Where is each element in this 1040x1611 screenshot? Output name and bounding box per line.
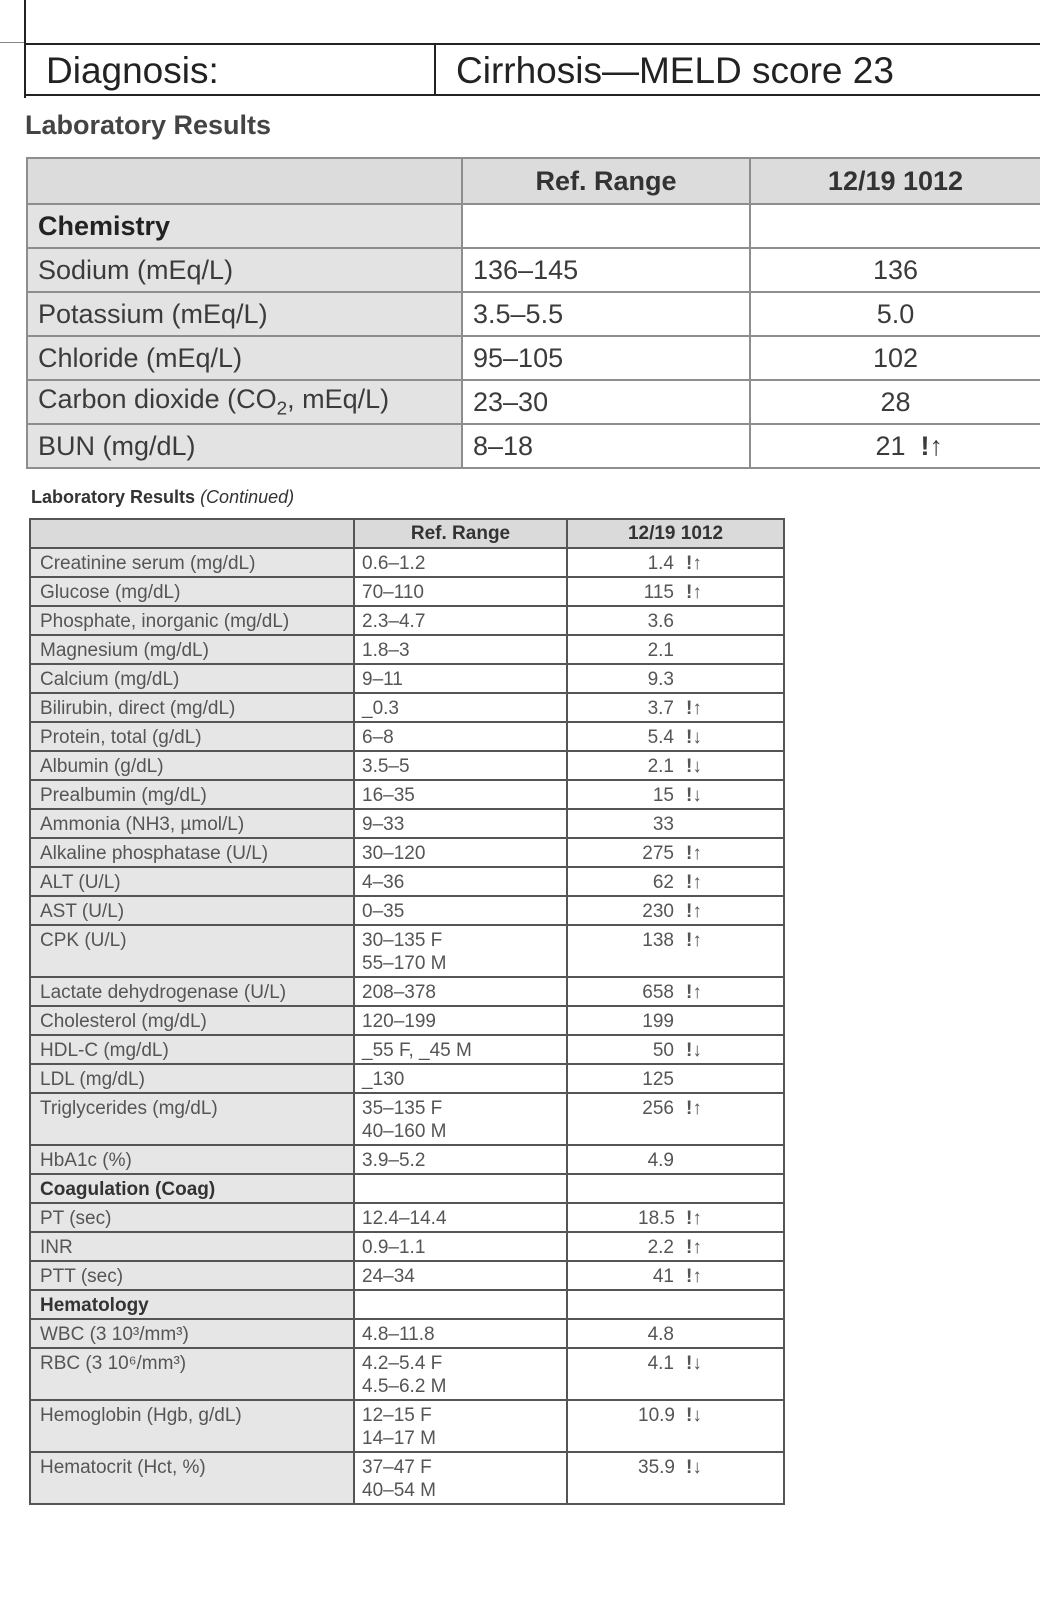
- section-label: Hematology: [30, 1290, 354, 1319]
- test-name: Potassium (mEq/L): [27, 292, 462, 336]
- ref-range: [354, 1452, 567, 1504]
- ref-range-line: 12–15 F: [362, 1405, 432, 1426]
- high-flag-icon: !↑: [686, 1208, 702, 1229]
- ref-range: [354, 693, 567, 722]
- test-name: Cholesterol (mg/dL): [30, 1006, 354, 1035]
- high-flag-icon: !↑: [686, 982, 702, 1003]
- test-name: PT (sec): [30, 1203, 354, 1232]
- test-name: Chloride (mEq/L): [27, 336, 462, 380]
- test-name: PTT (sec): [30, 1261, 354, 1290]
- ref-range-line: 0.6–1.2: [362, 553, 426, 574]
- test-name: CPK (U/L): [30, 925, 354, 977]
- high-flag-icon: !↑: [686, 582, 702, 603]
- test-name: Hemoglobin (Hgb, g/dL): [30, 1400, 354, 1452]
- ref-range-line: 70–110: [362, 582, 424, 603]
- table-row: [30, 693, 784, 722]
- result-value: 4.1: [647, 1353, 674, 1374]
- result-value: 256: [642, 1098, 674, 1119]
- test-name: Bilirubin, direct (mg/dL): [30, 693, 354, 722]
- test-name: Glucose (mg/dL): [30, 577, 354, 606]
- test-name: Ammonia (NH3, µmol/L): [30, 809, 354, 838]
- table-row: [30, 896, 784, 925]
- empty-cell: [750, 204, 1040, 248]
- result-value: 28: [880, 386, 911, 417]
- table-row: [30, 577, 784, 606]
- result-value: 4.9: [647, 1150, 674, 1171]
- test-name: HDL-C (mg/dL): [30, 1035, 354, 1064]
- diagnosis-row: [24, 43, 1040, 96]
- test-name: Prealbumin (mg/dL): [30, 780, 354, 809]
- section-row: [30, 1290, 784, 1319]
- ref-range-line: 35–135 F: [362, 1098, 443, 1119]
- ref-range-line: 4.2–5.4 F: [362, 1353, 443, 1374]
- result-value: 125: [642, 1069, 674, 1090]
- result-cell: [567, 1319, 784, 1348]
- ref-range: [354, 838, 567, 867]
- header-ref-range: Ref. Range: [354, 519, 567, 548]
- ref-range: [354, 809, 567, 838]
- result-cell: [567, 606, 784, 635]
- ref-range-line: 9–11: [362, 669, 403, 690]
- result-cell: [750, 336, 1040, 380]
- result-cell: [567, 751, 784, 780]
- ref-range-line: 4.5–6.2 M: [362, 1376, 447, 1397]
- table-row: [27, 424, 1040, 468]
- result-cell: [567, 1145, 784, 1174]
- table-row: [30, 1145, 784, 1174]
- ref-range: [354, 1006, 567, 1035]
- low-flag-icon: !↓: [686, 727, 702, 748]
- ref-range: [354, 1348, 567, 1400]
- test-name: Albumin (g/dL): [30, 751, 354, 780]
- high-flag-icon: !↑: [686, 930, 702, 951]
- result-value: 2.1: [647, 640, 674, 661]
- ref-range: [354, 606, 567, 635]
- result-value: 4.8: [647, 1324, 674, 1345]
- result-cell: [567, 693, 784, 722]
- table-row: [30, 1400, 784, 1452]
- ref-range: [354, 1035, 567, 1064]
- result-value: 115: [643, 582, 674, 603]
- test-name: Creatinine serum (mg/dL): [30, 548, 354, 577]
- result-cell: [567, 867, 784, 896]
- table-row: [30, 838, 784, 867]
- table-row: [30, 977, 784, 1006]
- test-name: Phosphate, inorganic (mg/dL): [30, 606, 354, 635]
- ref-range: [354, 722, 567, 751]
- test-name: AST (U/L): [30, 896, 354, 925]
- test-name: Magnesium (mg/dL): [30, 635, 354, 664]
- section-chemistry: Chemistry: [27, 204, 462, 248]
- ref-range-line: 40–54 M: [362, 1480, 436, 1501]
- result-cell: [567, 896, 784, 925]
- high-flag-icon: !↑: [686, 553, 702, 574]
- ref-range: [354, 1145, 567, 1174]
- ref-range-line: 1.8–3: [362, 640, 410, 661]
- ref-range-line: 30–120: [362, 843, 426, 864]
- result-value: 2.1: [647, 756, 674, 777]
- result-cell: [567, 635, 784, 664]
- diagnosis-value: Cirrhosis—MELD score 23: [456, 50, 894, 91]
- result-cell: [567, 664, 784, 693]
- test-name: WBC (3 10³/mm³): [30, 1319, 354, 1348]
- table-row: [30, 1261, 784, 1290]
- empty-cell: [354, 1290, 567, 1319]
- result-value: 3.7: [647, 698, 674, 719]
- table-header-row: [30, 519, 784, 548]
- result-cell: [567, 809, 784, 838]
- ref-range-line: 9–33: [362, 814, 405, 835]
- table-row: [27, 336, 1040, 380]
- chemistry-table: [26, 157, 1040, 469]
- ref-range: [354, 1232, 567, 1261]
- high-flag-icon: !↑: [686, 1266, 702, 1287]
- result-cell: [567, 577, 784, 606]
- result-cell: [567, 1035, 784, 1064]
- ref-range-line: 12.4–14.4: [362, 1208, 447, 1229]
- ref-range-line: 24–34: [362, 1266, 415, 1287]
- ref-range-line: 2.3–4.7: [362, 611, 426, 632]
- ref-range: [354, 896, 567, 925]
- table-header-row: [27, 158, 1040, 204]
- diagnosis-label: Diagnosis:: [46, 50, 219, 91]
- ref-range: [354, 780, 567, 809]
- empty-cell: [354, 1174, 567, 1203]
- ref-range: [354, 977, 567, 1006]
- table-row: [30, 1006, 784, 1035]
- test-name: Calcium (mg/dL): [30, 664, 354, 693]
- test-name: Alkaline phosphatase (U/L): [30, 838, 354, 867]
- page-edge-tick: [0, 42, 24, 43]
- ref-range: 95–105: [462, 336, 750, 380]
- lab-results-title: Laboratory Results: [25, 110, 272, 140]
- table-row: [30, 867, 784, 896]
- result-cell: [567, 548, 784, 577]
- low-flag-icon: !↓: [686, 785, 702, 806]
- header-blank: [27, 158, 462, 204]
- ref-range-line: 0–35: [362, 901, 405, 922]
- ref-range: [354, 1319, 567, 1348]
- lab-results-continued-table: [29, 518, 785, 1505]
- empty-cell: [567, 1174, 784, 1203]
- high-flag-icon: !↑: [686, 843, 702, 864]
- test-name: ALT (U/L): [30, 867, 354, 896]
- empty-cell: [567, 1290, 784, 1319]
- table-row: [27, 292, 1040, 336]
- ref-range: 3.5–5.5: [462, 292, 750, 336]
- result-value: 35.9: [638, 1457, 675, 1478]
- result-value: 33: [652, 814, 674, 835]
- result-value: 102: [872, 342, 919, 373]
- ref-range: 136–145: [462, 248, 750, 292]
- result-cell: [750, 292, 1040, 336]
- result-cell: [750, 248, 1040, 292]
- table-row: [27, 380, 1040, 424]
- ref-range: 8–18: [462, 424, 750, 468]
- ref-range: [354, 635, 567, 664]
- low-flag-icon: !↓: [686, 1353, 702, 1374]
- ref-range-line: 4–36: [362, 872, 405, 893]
- test-name: Protein, total (g/dL): [30, 722, 354, 751]
- ref-range-line: 3.5–5: [362, 756, 410, 777]
- table-row: [30, 1232, 784, 1261]
- table-row: [30, 780, 784, 809]
- ref-range: [354, 1064, 567, 1093]
- result-cell: [567, 1261, 784, 1290]
- result-cell: [750, 424, 1040, 468]
- test-name: BUN (mg/dL): [27, 424, 462, 468]
- ref-range-line: 0.9–1.1: [362, 1237, 426, 1258]
- diagnosis-divider: [434, 45, 436, 94]
- table-row: [30, 1064, 784, 1093]
- ref-range-line: 37–47 F: [362, 1457, 432, 1478]
- test-name: Carbon dioxide ($CO_2$, mEq/L): [27, 380, 462, 424]
- high-flag-icon: !↑: [686, 698, 702, 719]
- high-flag-icon: !↑: [920, 430, 943, 461]
- table-row: [30, 1203, 784, 1232]
- ref-range-line: 14–17 M: [362, 1428, 436, 1449]
- result-cell: [567, 1348, 784, 1400]
- test-name: HbA1c (%): [30, 1145, 354, 1174]
- ref-range-line: _0.3: [362, 698, 399, 719]
- result-value: 199: [642, 1011, 674, 1032]
- table-row: [30, 1035, 784, 1064]
- table-row: [27, 248, 1040, 292]
- result-value: 230: [642, 901, 674, 922]
- result-cell: [567, 1093, 784, 1145]
- high-flag-icon: !↑: [686, 872, 702, 893]
- ref-range-line: 40–160 M: [362, 1121, 447, 1142]
- high-flag-icon: !↑: [686, 1237, 702, 1258]
- table-row: [30, 1452, 784, 1504]
- test-name: RBC (3 10⁶/mm³): [30, 1348, 354, 1400]
- result-value: 136: [872, 254, 919, 285]
- ref-range: [354, 1203, 567, 1232]
- ref-range-line: 120–199: [362, 1011, 436, 1032]
- result-value: 138: [642, 930, 674, 951]
- ref-range-line: 3.9–5.2: [362, 1150, 426, 1171]
- low-flag-icon: !↓: [686, 1040, 702, 1061]
- result-value: 10.9: [638, 1405, 675, 1426]
- result-cell: [750, 380, 1040, 424]
- test-name: Triglycerides (mg/dL): [30, 1093, 354, 1145]
- ref-range: [354, 548, 567, 577]
- result-value: 41: [652, 1266, 674, 1287]
- table-row: [30, 925, 784, 977]
- result-value: 3.6: [647, 611, 674, 632]
- result-value: 658: [642, 982, 674, 1003]
- table-row: [30, 751, 784, 780]
- ref-range-line: _130: [362, 1069, 405, 1090]
- continued-title: Laboratory Results (Continued): [31, 487, 295, 507]
- header-blank: [30, 519, 354, 548]
- ref-range: [354, 925, 567, 977]
- ref-range: [354, 664, 567, 693]
- section-label: Coagulation (Coag): [30, 1174, 354, 1203]
- ref-range: [354, 1093, 567, 1145]
- ref-range-line: 16–35: [362, 785, 415, 806]
- result-cell: [567, 1006, 784, 1035]
- ref-range-line: 6–8: [362, 727, 394, 748]
- ref-range: [354, 1400, 567, 1452]
- ref-range-line: 55–170 M: [362, 953, 447, 974]
- table-row: [30, 1319, 784, 1348]
- result-value: 2.2: [647, 1237, 674, 1258]
- result-cell: [567, 977, 784, 1006]
- ref-range-line: _55 F, _45 M: [362, 1040, 472, 1061]
- table-row: [30, 635, 784, 664]
- ref-range: 23–30: [462, 380, 750, 424]
- header-date: 12/19 1012: [567, 519, 784, 548]
- result-value: 62: [652, 872, 674, 893]
- result-value: 9.3: [647, 669, 674, 690]
- section-row: [30, 1174, 784, 1203]
- table-row: [30, 664, 784, 693]
- section-row: [27, 204, 1040, 248]
- result-value: 5.4: [647, 727, 674, 748]
- ref-range: [354, 751, 567, 780]
- test-name: Hematocrit (Hct, %): [30, 1452, 354, 1504]
- table-row: [30, 548, 784, 577]
- result-value: 275: [642, 843, 674, 864]
- result-cell: [567, 1064, 784, 1093]
- result-cell: [567, 1452, 784, 1504]
- result-value: 21: [875, 430, 906, 461]
- high-flag-icon: !↑: [686, 901, 702, 922]
- result-cell: [567, 780, 784, 809]
- result-cell: [567, 722, 784, 751]
- ref-range: [354, 867, 567, 896]
- result-cell: [567, 925, 784, 977]
- result-value: 1.4: [647, 553, 674, 574]
- result-cell: [567, 838, 784, 867]
- ref-range: [354, 577, 567, 606]
- table-row: [30, 722, 784, 751]
- low-flag-icon: !↓: [686, 1405, 702, 1426]
- table-row: [30, 809, 784, 838]
- table-row: [30, 606, 784, 635]
- header-date: 12/19 1012: [750, 158, 1040, 204]
- result-value: 5.0: [876, 298, 915, 329]
- result-cell: [567, 1232, 784, 1261]
- table-row: [30, 1348, 784, 1400]
- test-name: INR: [30, 1232, 354, 1261]
- header-ref-range: Ref. Range: [462, 158, 750, 204]
- ref-range-line: 30–135 F: [362, 930, 443, 951]
- table-row: [30, 1093, 784, 1145]
- result-value: 15: [652, 785, 674, 806]
- low-flag-icon: !↓: [686, 756, 702, 777]
- low-flag-icon: !↓: [686, 1457, 702, 1478]
- ref-range-line: 208–378: [362, 982, 436, 1003]
- result-value: 18.5: [638, 1208, 675, 1229]
- test-name: Lactate dehydrogenase (U/L): [30, 977, 354, 1006]
- empty-cell: [462, 204, 750, 248]
- test-name: Sodium (mEq/L): [27, 248, 462, 292]
- test-name: LDL (mg/dL): [30, 1064, 354, 1093]
- ref-range-line: 4.8–11.8: [362, 1324, 435, 1345]
- high-flag-icon: !↑: [686, 1098, 702, 1119]
- result-cell: [567, 1203, 784, 1232]
- ref-range: [354, 1261, 567, 1290]
- result-cell: [567, 1400, 784, 1452]
- result-value: 50: [652, 1040, 674, 1061]
